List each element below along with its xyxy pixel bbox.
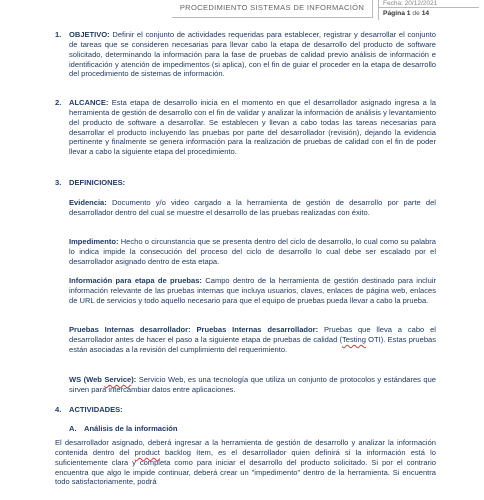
objetivo-paragraph — [69, 30, 436, 79]
alcance-heading: ALCANCE: — [69, 98, 109, 107]
definition-pruebas-internas: Pruebas Internas desarrollador: Pruebas Internas desarrollador: Pruebas que lleva a cabo el desarrollador antes de hacer el paso a la siguiente etapa de pruebas de calidad (Testing OTI). Estas pruebas están asociadas a la revisión del cumplimiento del requerimiento. — [69, 325, 436, 354]
term-informacion-pruebas: Información para etapa de pruebas: — [69, 276, 202, 285]
definition-ws: WS (Web Service): Servicio Web, es una tecnología que utiliza un conjunto de protocolos y estándares que sirven para intercambiar datos entre aplicaciones. — [69, 375, 436, 394]
page-number: Página 1 de 14 — [383, 10, 430, 17]
subsection-letter: A. — [69, 424, 77, 433]
definiciones-heading: DEFINICIONES: — [69, 178, 126, 187]
subsection-heading: Análisis de la información — [84, 424, 178, 433]
alcance-number: 2. — [55, 98, 62, 107]
term-evidencia: Evidencia: — [69, 198, 107, 207]
objetivo-heading: OBJETIVO: — [69, 30, 110, 39]
actividades-number: 4. — [55, 405, 62, 414]
actividades-paragraph: El desarrollador asignado, deberá ingresar a la herramienta de gestión de desarrollo y analizar la información contenida dentro del product backlog ítem, es el desarrollador quien definirá si la información está lo suficientemente clara y completa como para iniciar el desarrollo del producto solicitado. Si por el contrario encuentra que algo le impide continuar, deberá crear un "impedimento" dentro de la herramienta. Si encuentra todo satisfactoriamente, podrá — [55, 438, 436, 487]
alcance-paragraph — [69, 98, 436, 157]
definition-impedimento: Impedimento: Hecho o circunstancia que se presenta dentro del ciclo de desarrollo, lo cual como su palabra lo indica impide la consecución del proceso del ciclo de desarrollo lo cual debe ser escalado por el desarrollador asignado dentro de esta etapa. — [69, 237, 436, 266]
page-header — [0, 0, 484, 20]
alcance-text: Esta etapa de desarrollo inicia en el momento en que el desarrollador asignado ingresa a la herramienta de gestión de desarrollo con el fin de validar y analizar la información de análisis y levantamiento del producto de software a desarrollar. Se establecen y llevan a cabo todas las tareas necesarias para desarrollar el producto incluyendo las pruebas por parte del desarrollador (revisión), dejando la evidencia pertinente y finalmente se genera información para la realización de pruebas de calidad con el fin de poder llevar a cabo la siguiente etapa del procedimiento. — [69, 98, 436, 157]
term-impedimento: Impedimento: — [69, 237, 119, 246]
document-date: Fecha: 20/12/2021 — [379, 0, 479, 8]
definiciones-number: 3. — [55, 178, 62, 187]
definition-evidencia: Evidencia: Documento y/o video cargado a la herramienta de gestión de desarrollo por parte del desarrollador dentro del cual se muestre el desarrollo de las pruebas realizadas con éxito. — [69, 198, 436, 217]
term-ws: WS (Web Service): — [69, 375, 137, 384]
objetivo-text: Definir el conjunto de actividades requeridas para establecer, registrar y desarrollar el conjunto de tareas que se consideren necesarias para llevar cabo la etapa de desarrollo del producto de software solicitado, determinando la información para la fase de pruebas de calidad previo análisis de información e identificación y atención de impedimentos (si aplica), con el fin de guiar el proceder en la etapa de desarrollo del procedimiento de sistemas de información. — [69, 30, 436, 79]
term-pruebas-internas: Pruebas Internas desarrollador: Pruebas Internas desarrollador: — [69, 325, 319, 334]
definition-informacion-pruebas: Información para etapa de pruebas: Campo dentro de la herramienta de gestión destinado para incluir información relevante de las pruebas internas que incluya usuarios, claves, enlaces de página web, enlaces de URL de servicios y todo aquello necesario para que el equipo de pruebas pueda llevar a cabo la prueba. — [69, 276, 436, 305]
document-title: PROCEDIMIENTO SISTEMAS DE INFORMACIÓN — [172, 0, 373, 18]
header-meta — [378, 0, 479, 20]
objetivo-number: 1. — [55, 30, 62, 39]
actividades-heading: ACTIVIDADES: — [69, 405, 123, 414]
